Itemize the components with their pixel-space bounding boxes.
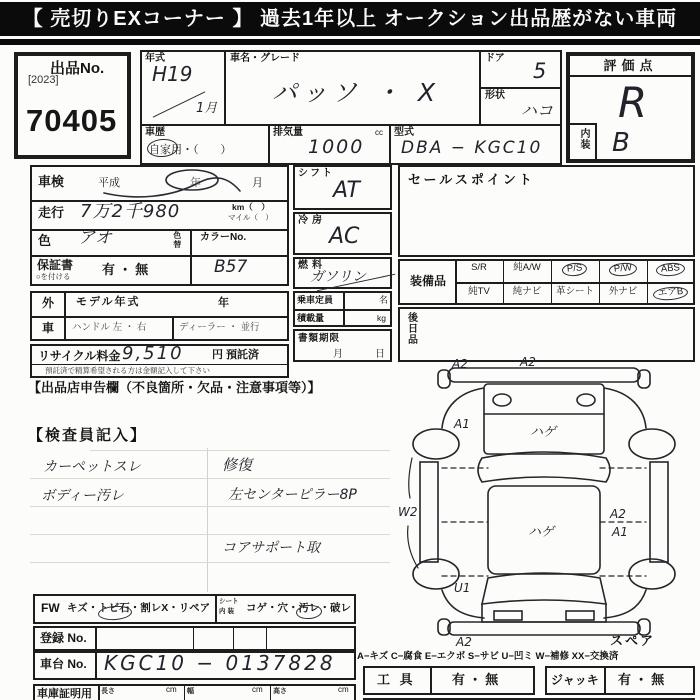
- recycle-label: リサイクル料金: [38, 349, 121, 363]
- interior-grade-cell: [570, 123, 597, 159]
- seat-options: コゲ・穴・汚レ・破レ: [246, 602, 351, 614]
- sales-point-label: セールスポイント: [408, 172, 535, 187]
- recycle-suffix: 円 預託済: [212, 349, 260, 361]
- recycle-note: 預託済で精算希望される方は金額記入して下さい: [45, 366, 210, 375]
- mileage-label: 走行: [38, 205, 65, 220]
- car-damage-diagram: [398, 356, 692, 648]
- history-label: 車歴: [145, 127, 165, 138]
- capacity-unit: 名: [379, 295, 389, 305]
- equip-ext-navi: 外ナビ: [608, 286, 638, 297]
- docs-month: 月: [333, 349, 343, 360]
- equip-pw: P/W: [608, 262, 637, 278]
- interior-grade-label: 内装: [578, 128, 589, 150]
- mark-hood: ハゲ: [530, 425, 557, 440]
- import-label-bottom: 車: [42, 321, 55, 335]
- equip-airbag: エアB: [653, 285, 689, 301]
- lot-label: 出品No.: [50, 60, 105, 77]
- docs-day: 日: [375, 349, 385, 360]
- damage-code-legend: A−キズ C−腐食 E−エクボ S−サビ U−凹ミ W−補修 XX−交換済: [357, 651, 619, 662]
- load-unit: kg: [377, 313, 386, 323]
- garage-height-label: 高さ: [273, 688, 287, 695]
- chassis-label: 車台 No.: [40, 657, 87, 671]
- later-items-label: 後日品: [405, 312, 417, 345]
- jack-label: ジャッキ: [551, 673, 599, 687]
- car-name-label: 車名・グレード: [230, 53, 300, 64]
- door-label: ドア: [485, 53, 505, 64]
- ac-value: AC: [329, 224, 360, 249]
- garage-label: 車庫証明用: [37, 688, 92, 700]
- note-carpet: カーペットスレ: [43, 459, 141, 475]
- capacity-label: 乗車定員: [297, 295, 334, 305]
- mark-rear-wheel: U1: [454, 581, 471, 595]
- warranty-note: ○を付ける: [36, 272, 71, 281]
- mark-front-center: A2: [520, 356, 536, 369]
- mark-roof: ハゲ: [528, 525, 555, 540]
- registration-label: 登録 No.: [40, 631, 87, 645]
- mark-left-side: W2: [398, 505, 418, 519]
- later-items-box: [398, 307, 695, 362]
- shaken-year-suffix: 年: [190, 177, 201, 189]
- note-pillar: 左センターピラー8P: [228, 487, 357, 503]
- door-cell: [479, 50, 562, 89]
- equip-leather: 革シート: [555, 286, 594, 297]
- sales-point-box: [398, 165, 695, 257]
- mark-rear: A2: [456, 635, 472, 648]
- seat-label-1: シート: [219, 598, 239, 605]
- shaken-month-suffix: 月: [252, 177, 263, 189]
- shaken-era: 平成: [98, 177, 120, 189]
- garage-height-unit: cm: [338, 685, 349, 694]
- fw-label: FW: [41, 601, 60, 615]
- lot-number-box: [14, 52, 131, 159]
- chassis-value: KGC10 − 0137828: [104, 651, 336, 675]
- banner-divider: [0, 39, 700, 45]
- seat-label-2: 内装: [219, 608, 236, 615]
- equip-navi: 純ナビ: [512, 286, 542, 297]
- model-year-label: 年式: [145, 53, 165, 64]
- grade-box: [566, 52, 695, 163]
- fw-options: キズ・トビ石・割レX・リペア: [67, 602, 211, 614]
- recycle-value: 9,510: [122, 343, 184, 364]
- color-change-label: 色替: [172, 231, 182, 249]
- model-year-value: H19: [152, 62, 193, 86]
- interior-grade-value: B: [612, 128, 630, 158]
- fuel-value: ガソリン: [310, 269, 366, 285]
- equip-ps: P/S: [562, 262, 588, 278]
- garage-width-unit: cm: [252, 685, 263, 694]
- displacement-unit: cc: [375, 128, 383, 137]
- history-cell: [140, 124, 270, 165]
- history-value: 自家用・（ ）: [149, 144, 232, 156]
- shift-box: [293, 165, 392, 210]
- shape-value: ハコ: [521, 101, 554, 120]
- displacement-cell: [268, 124, 391, 165]
- declaration-title: 【出品店申告欄（不良箇所・欠品・注意事項等）】: [28, 380, 321, 395]
- equipment-label: 装備品: [410, 274, 447, 288]
- displacement-label: 排気量: [273, 127, 303, 138]
- color-label: 色: [38, 233, 52, 248]
- shift-value: AT: [333, 178, 360, 203]
- shape-label: 形状: [485, 90, 505, 101]
- displacement-value: 1000: [308, 136, 365, 158]
- model-year-row-label: モデル年式: [76, 296, 141, 308]
- color-no-label: カラーNo.: [200, 232, 247, 243]
- note-repair: 修復: [222, 456, 253, 474]
- car-name-value: パッソ ・ X: [272, 78, 441, 107]
- car-name-cell: [224, 50, 481, 126]
- ac-label: 冷房: [298, 215, 326, 226]
- mileage-unit-mile: マイル（ ）: [228, 213, 273, 222]
- docs-box: [293, 329, 392, 362]
- ac-box: [293, 212, 392, 255]
- jack-options: 有 ・ 無: [618, 672, 665, 687]
- mileage-unit-km: km（ ）: [232, 202, 270, 212]
- shape-cell: [479, 87, 562, 126]
- import-label-top: 外: [42, 296, 55, 310]
- docs-label: 書類期限: [298, 333, 341, 344]
- note-body: ボディー汚レ: [41, 488, 124, 504]
- mark-left-fender: A1: [454, 417, 470, 431]
- tools-label: 工 具: [377, 672, 416, 687]
- shaken-label: 車検: [38, 174, 65, 189]
- banner-title: 【 売切りEXコーナー 】 過去1年以上 オークション出品歴がない車両: [0, 2, 700, 36]
- garage-length-unit: cm: [166, 685, 177, 694]
- fuel-label: 燃料: [298, 260, 326, 271]
- note-core-support: コアサポート取: [222, 540, 320, 556]
- model-year-suffix: 年: [218, 297, 229, 309]
- grade-label: 評価点: [570, 56, 691, 77]
- equip-abs: ABS: [656, 262, 686, 278]
- lot-number: 70405: [26, 103, 118, 138]
- spare-label: スペア: [610, 633, 656, 648]
- handle-options: ハンドル 左 ・ 右: [72, 322, 147, 333]
- model-code-cell: [389, 124, 562, 165]
- load-label: 積載量: [297, 313, 325, 323]
- inspector-title: 【検査員記入】: [28, 427, 148, 444]
- equip-sr: S/R: [471, 262, 487, 273]
- shaken-scribble-mark: [100, 167, 250, 201]
- color-no-value: B57: [214, 257, 248, 277]
- garage-width-label: 幅: [187, 688, 194, 695]
- door-value: 5: [533, 59, 547, 83]
- tools-options: 有 ・ 無: [452, 672, 499, 687]
- mileage-value: 7万2千980: [80, 201, 181, 222]
- shift-label: シフト: [298, 168, 334, 179]
- color-value: アオ: [78, 228, 112, 248]
- mark-right-side-2: A1: [612, 525, 628, 539]
- warranty-label: 保証書: [37, 258, 74, 272]
- mark-right-side-1: A2: [610, 507, 626, 521]
- equip-tv: 純TV: [468, 286, 490, 297]
- model-code-value: DBA − KGC10: [401, 138, 543, 158]
- model-code-label: 型式: [394, 127, 414, 138]
- grade-value: R: [618, 78, 648, 127]
- warranty-options: 有 ・ 無: [102, 262, 149, 277]
- dealer-options: ディーラー ・ 並行: [179, 322, 260, 333]
- mark-front-left: A2: [452, 357, 468, 371]
- equip-alloy: 純A/W: [513, 262, 541, 273]
- model-year-cell: [140, 50, 226, 126]
- garage-length-label: 長さ: [101, 688, 115, 695]
- model-month-value: 1月: [196, 101, 218, 116]
- lot-year-tag: [2023]: [28, 74, 59, 86]
